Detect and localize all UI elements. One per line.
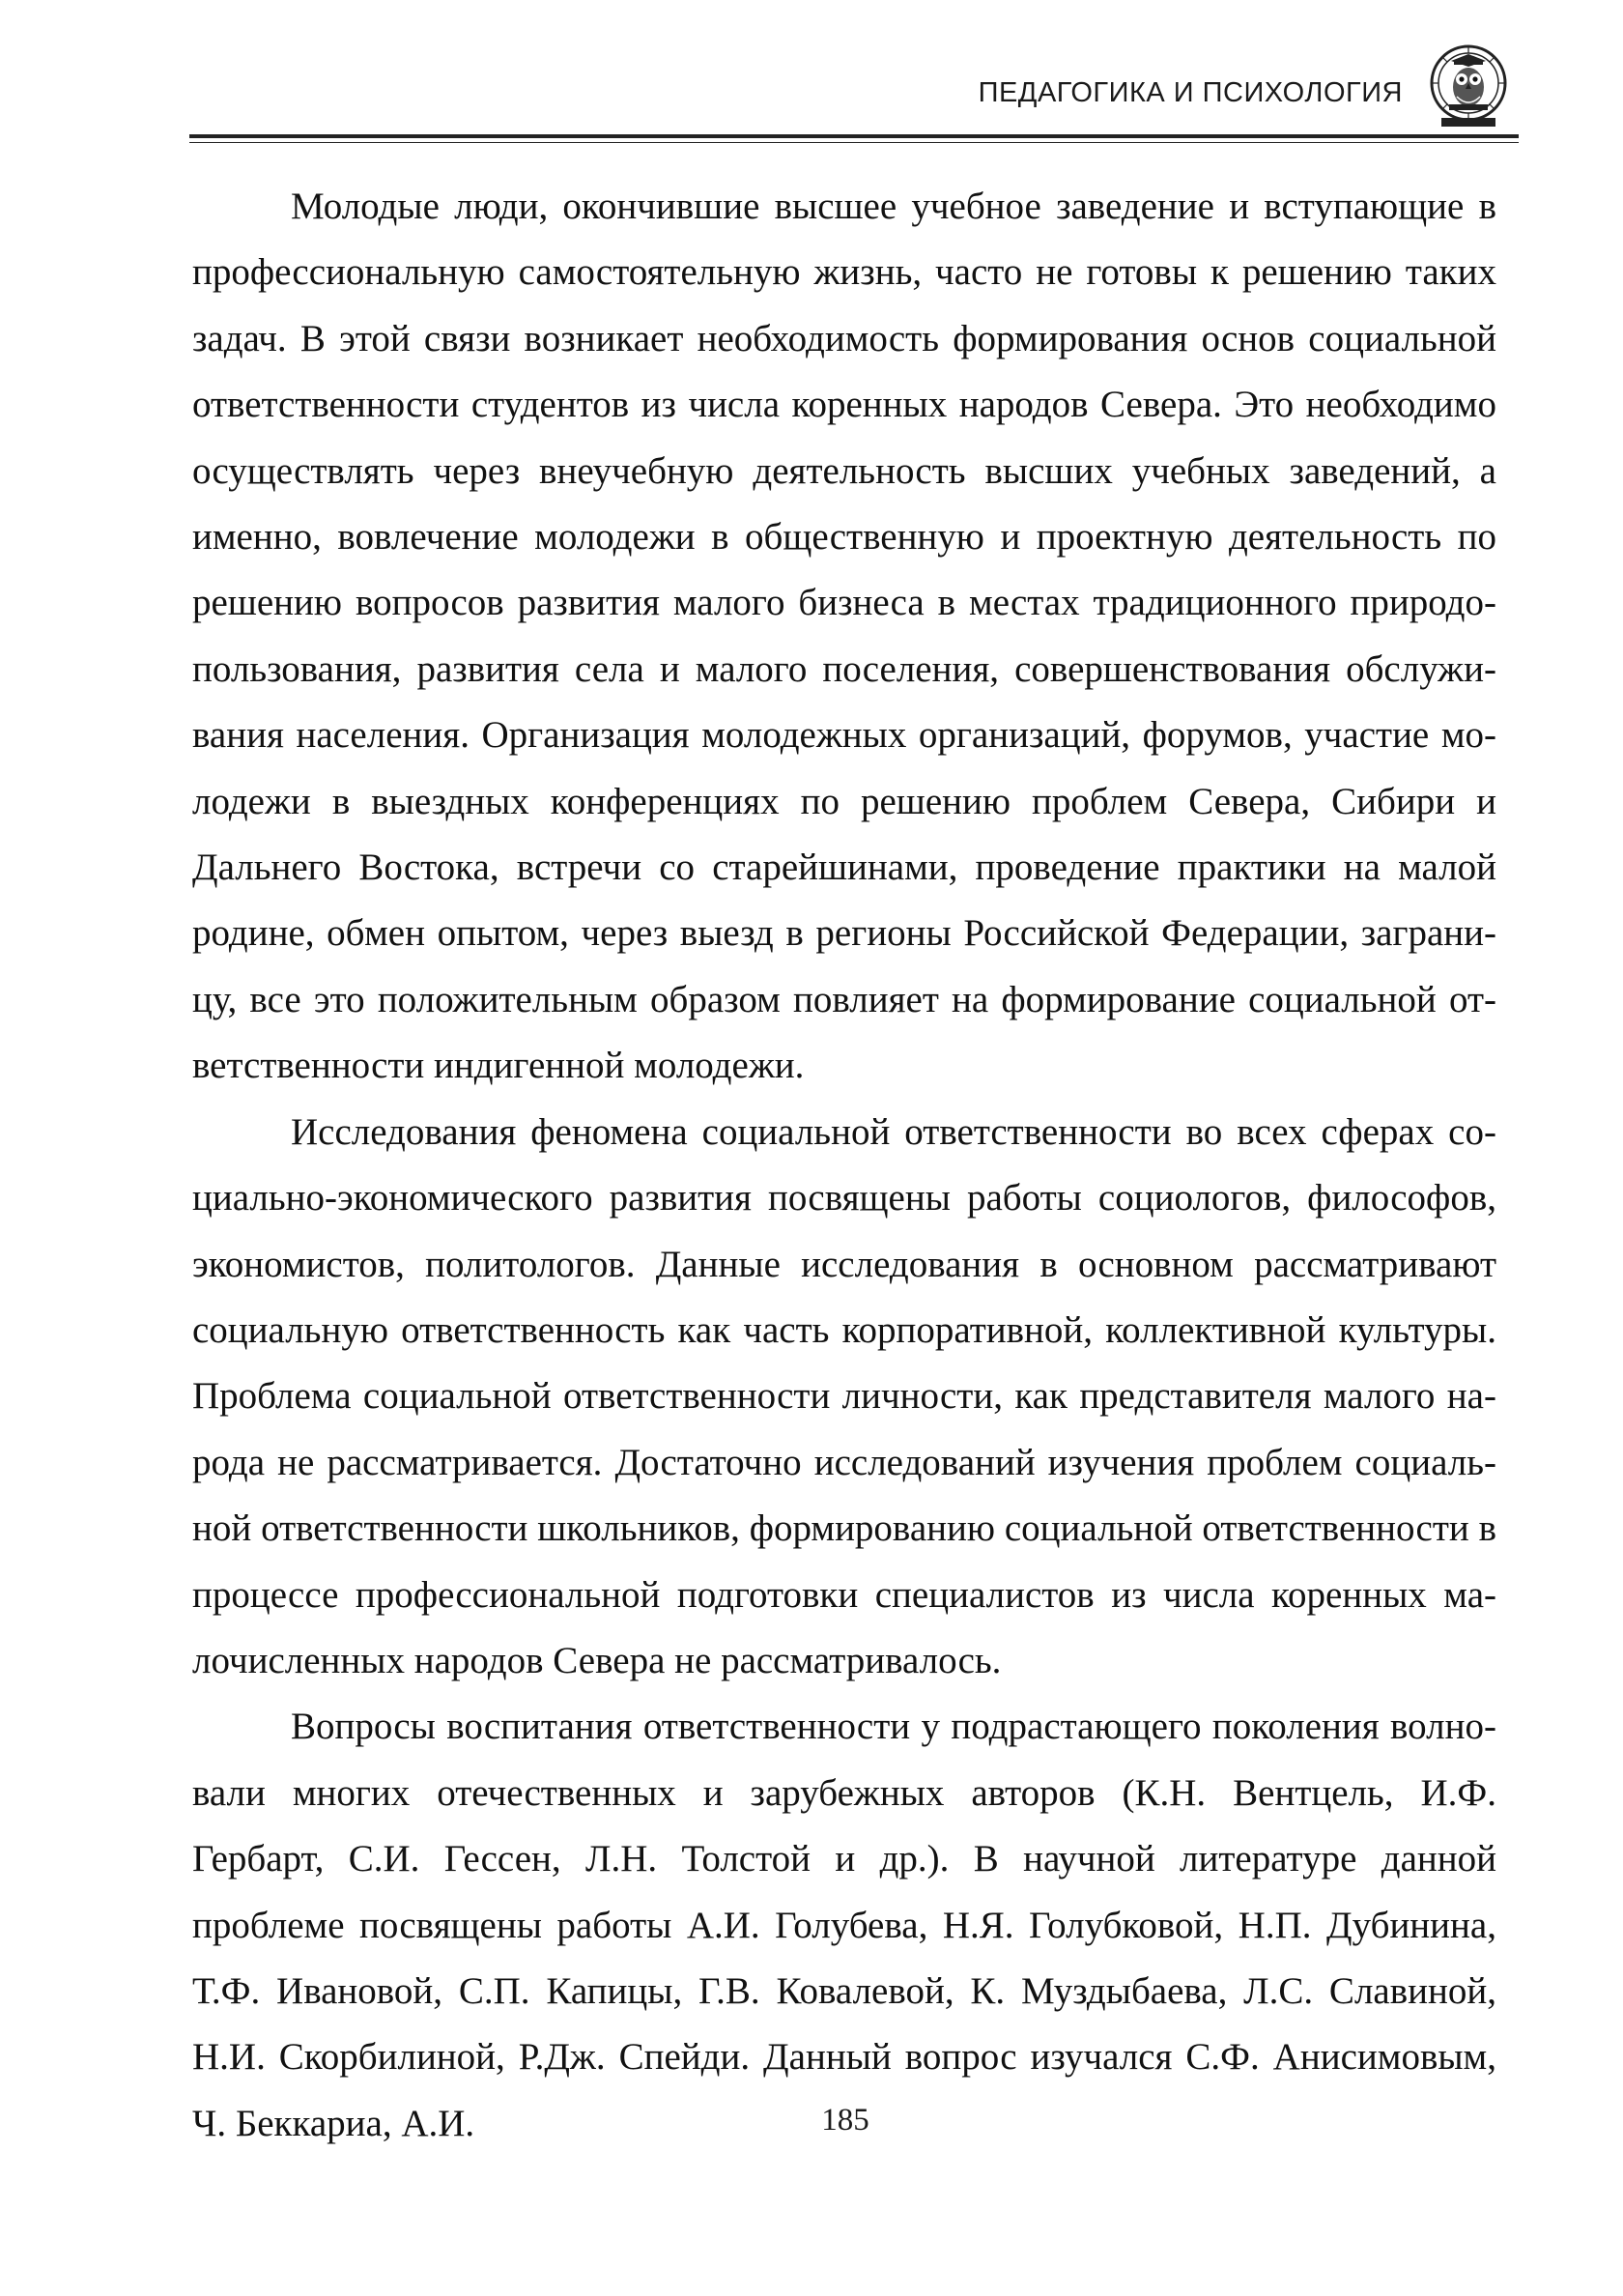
body-text — [192, 174, 1496, 2157]
paragraph: Молодые люди, окончившие высшее учебное заведение и вступающие в профессиональную самостоятельную жизнь, часто не готовы к решению таких задач. В этой связи возникает необходимость формирования основ социальной ответственности студентов из числа коренных народов Севера. Это необходимо осуществлять через внеучебную деятельность высших учебных заведений, а именно, вовлечение молодежи в общественную и проектную деятельность по решению вопросов развития малого бизнеса в местах традиционного природопользования, развития села и малого поселения, совершенствования обслуживания населения. Организация молодежных организаций, форумов, участие молодежи в выездных конференциях по решению проблем Севера, Сибири и Дальнего Востока, встречи со старейшинами, проведение практики на малой родине, обмен опытом, через выезд в регионы Российской Федерации, заграницу, все это положительным образом повлияет на формирование социальной ответственности индигенной молодежи. — [192, 186, 1496, 1087]
owl-emblem-icon — [1428, 41, 1509, 129]
header-divider-thick — [189, 134, 1519, 138]
header-divider-thin — [189, 142, 1519, 143]
running-header-title: ПЕДАГОГИКА И ПСИХОЛОГИЯ — [978, 77, 1403, 108]
paragraph: Вопросы воспитания ответственности у подрастающего поколения волновали многих отечественных и зарубежных авторов (К.Н. Вентцель, И.Ф. Гербарт, С.И. Гессен, Л.Н. Толстой и др.). В научной литературе данной проблеме посвящены работы А.И. Голубева, Н.Я. Голубковой, Н.П. Дубинина, Т.Ф. Ивановой, С.П. Капицы, Г.В. Ковалевой, К. Муздыбаева, Л.С. Славиной, Н.И. Скорбилиной, Р.Дж. Спейди. Данный вопрос изучался С.Ф. Анисимовым, Ч. Беккариа, А.И. — [192, 1706, 1496, 2144]
page-number: 185 — [821, 2103, 869, 2138]
paragraph: Исследования феномена социальной ответственности во всех сферах социально-экономического развития посвящены работы социологов, философов, экономистов, политологов. Данные исследования в основном рассматривают социальную ответственность как часть корпоративной, коллективной культуры. Проблема социальной ответственности личности, как представителя малого народа не рассматривается. Достаточно исследований изучения проблем социальной ответственности школьников, формированию социальной ответственности в процессе профессиональной подготовки специалистов из числа коренных малочисленных народов Севера не рассматривалось. — [192, 1110, 1496, 1681]
